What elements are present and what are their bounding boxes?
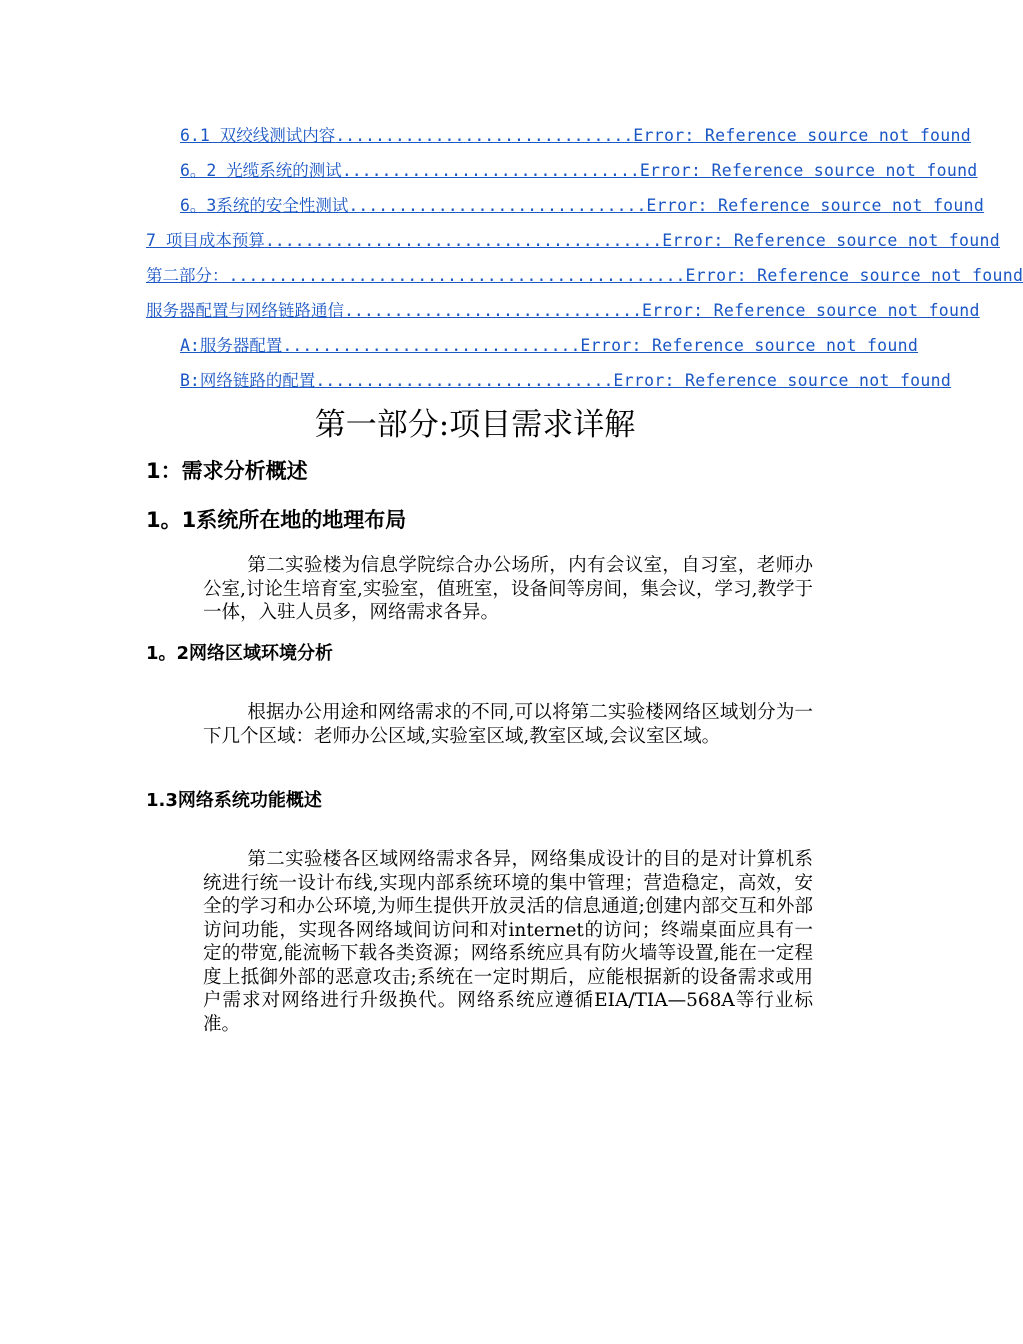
toc-entry-ref: Error: Reference source not found: [639, 161, 978, 180]
toc-entry-b[interactable]: [180, 370, 952, 392]
toc-leader: ..............................: [282, 336, 581, 355]
toc-leader: ..............................: [348, 196, 647, 215]
toc-entry-a[interactable]: [180, 335, 919, 357]
toc-entry-label: 6.1 双绞线测试内容: [180, 126, 336, 145]
toc-entry-6-2[interactable]: [180, 160, 978, 182]
toc-entry-label: 服务器配置与网络链路通信: [146, 301, 344, 320]
section-heading-1: 1：需求分析概述: [146, 459, 308, 483]
toc-entry-label: 6。3系统的安全性测试: [180, 196, 349, 215]
toc-leader: ........................................: [264, 231, 663, 250]
toc-entry-label: B:网络链路的配置: [180, 371, 316, 390]
toc-entry-ref: Error: Reference source not found: [633, 126, 971, 145]
toc-entry-ref: Error: Reference source not found: [642, 301, 980, 320]
toc-entry-label: 第二部分：: [146, 266, 229, 285]
paragraph-1-3: 第二实验楼各区域网络需求各异，网络集成设计的目的是对计算机系统进行统一设计布线,实现内部系统环境的集中管理；营造稳定，高效，安全的学习和办公环境,为师生提供开放灵活的信息通道;创建内部交互和外部访问功能，实现各网络域间访问和对internet的访问；终端桌面应具有一定的带宽,能流畅下载各类资源；网络系统应具有防火墙等设置,能在一定程度上抵御外部的恶意攻击;系统在一定时期后，应能根据新的设备需求或用户需求对网络进行升级换代。网络系统应遵循EIA/TIA—568A等行业标准。: [203, 849, 813, 1035]
toc-entry-server-config[interactable]: [146, 300, 980, 322]
toc-entry-part-2[interactable]: [146, 265, 1023, 287]
part-title: 第一部分:项目需求详解: [314, 407, 636, 443]
toc-entry-ref: Error: Reference source not found: [580, 336, 919, 355]
section-heading-1-3: 1.3网络系统功能概述: [146, 790, 322, 811]
toc-leader: ..............................: [335, 126, 634, 145]
toc-entry-6-1[interactable]: [180, 125, 971, 147]
toc-entry-6-3[interactable]: [180, 195, 985, 217]
toc-entry-label: 6。2 光缆系统的测试: [180, 161, 342, 180]
toc-leader: ..............................: [341, 161, 640, 180]
toc-leader: ..............................: [315, 371, 614, 390]
toc-entry-ref: Error: Reference source not found: [646, 196, 985, 215]
toc-leader: ..............................................: [228, 266, 686, 285]
toc-entry-ref: Error: Reference source not found: [613, 371, 952, 390]
toc-leader: ..............................: [344, 301, 643, 320]
section-heading-1-2: 1。2网络区域环境分析: [146, 643, 334, 664]
toc-entry-label: A:服务器配置: [180, 336, 283, 355]
paragraph-1-2: 根据办公用途和网络需求的不同,可以将第二实验楼网络区域划分为一下几个区域：老师办公区域,实验室区域,教室区域,会议室区域。: [203, 702, 813, 747]
toc-entry-ref: Error: Reference source not found: [685, 266, 1023, 285]
paragraph-1-1: 第二实验楼为信息学院综合办公场所，内有会议室，自习室，老师办公室,讨论生培育室,实验室，值班室，设备间等房间，集会议，学习,教学于一体，入驻人员多，网络需求各异。: [203, 555, 813, 623]
toc-entry-7[interactable]: [146, 230, 1000, 252]
toc-entry-ref: Error: Reference source not found: [662, 231, 1000, 250]
toc-entry-label: 7 项目成本预算: [146, 231, 265, 250]
section-heading-1-1: 1。1系统所在地的地理布局: [146, 508, 407, 532]
